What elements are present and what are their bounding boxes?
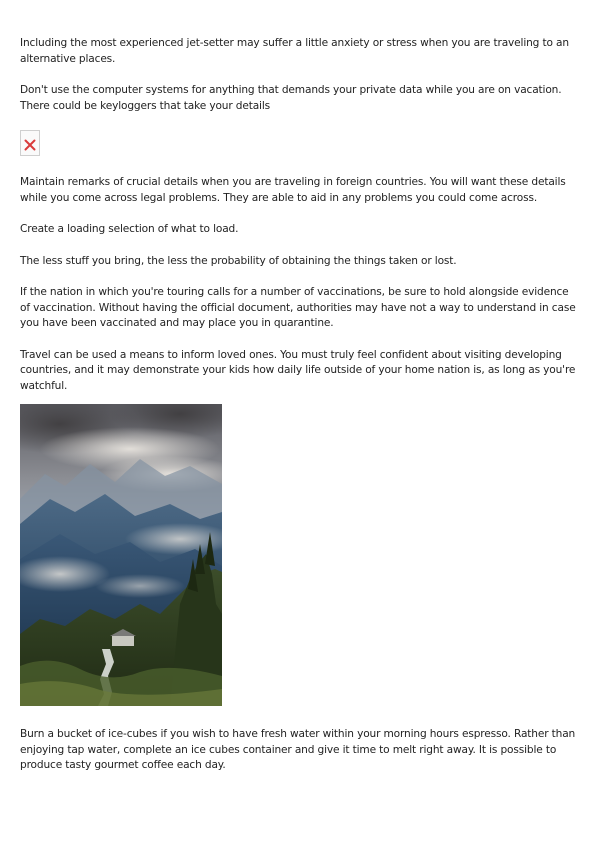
close-icon — [24, 139, 36, 151]
paragraph-3: Maintain remarks of crucial details when you are traveling in foreign countries. You will want these details while you come across legal problems. They are able to aid in any problems you could come across. — [20, 176, 566, 204]
article-body — [20, 36, 580, 774]
paragraph-6: If the nation in which you're touring calls for a number of vaccinations, be sure to hold alongside evidence of vaccination. Without having the official document, authorities may have not a way to understand in case you have been vaccinated and may place you in quarantine. — [20, 286, 576, 329]
paragraph-4: Create a loading selection of what to load. — [20, 223, 239, 235]
paragraph-8: Burn a bucket of ice-cubes if you wish to have fresh water within your morning hours espresso. Rather than enjoying tap water, complete an ice cubes container and give it time to melt right away. It is possible to produce tasty gourmet coffee each day. — [20, 728, 576, 771]
paragraph-2: Don't use the computer systems for anything that demands your private data while you are on vacation. There could be keyloggers that take your details — [20, 84, 562, 112]
paragraph-5: The less stuff you bring, the less the probability of obtaining the things taken or lost. — [20, 254, 457, 267]
broken-image-icon — [20, 130, 40, 156]
mountain-landscape-photo — [20, 404, 222, 706]
paragraph-7: Travel can be used a means to inform loved ones. You must truly feel confident about visiting developing countries, and it may demonstrate your kids how daily life outside of your home nation is, as long as you're watchful. — [20, 348, 576, 392]
paragraph-1: Including the most experienced jet-setter may suffer a little anxiety or stress when you are traveling to an alternative places. — [20, 37, 569, 65]
